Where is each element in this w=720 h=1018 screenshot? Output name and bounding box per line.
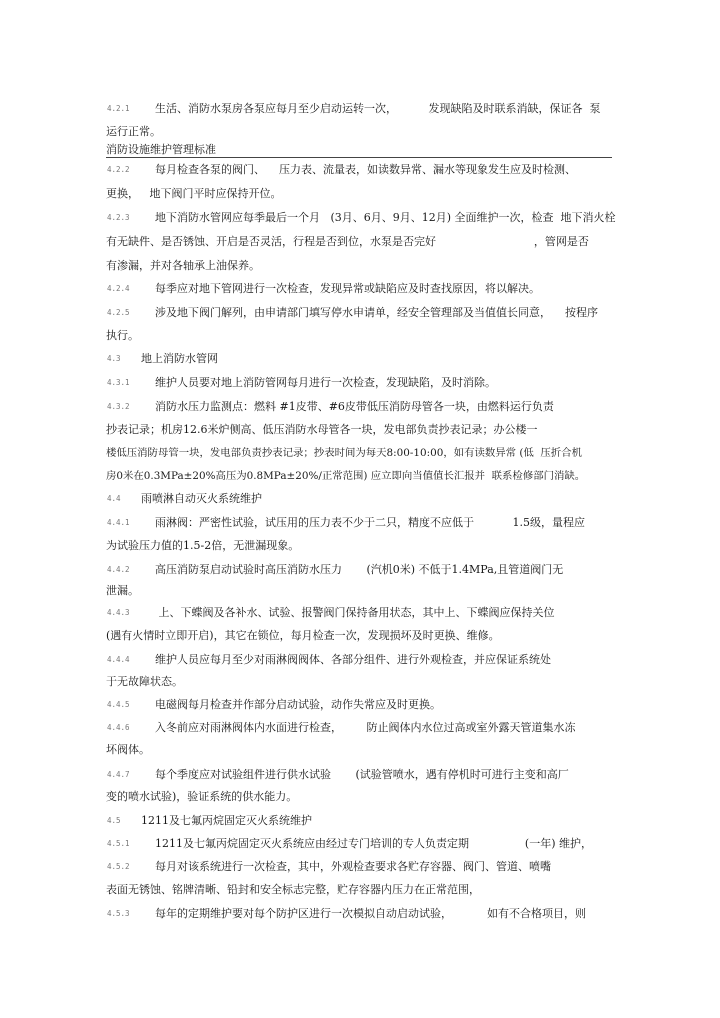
clause-number: 4.4.2 <box>107 565 130 574</box>
paragraph-line: 房0米在0.3MPa±20%高压为0.8MPa±20%/正常范围) 应立即向当值值长汇报并 联系检修部门消缺。 <box>106 470 586 482</box>
paragraph-line: 每月检查各泵的阀门、 压力表、流量表，如读数异常、漏水等现象发生应及时检测、 <box>155 163 576 176</box>
paragraph-line: 入冬前应对雨淋阀体内水面进行检查， 防止阀体内水位过高或室外露天管道集水冻 <box>155 721 576 734</box>
paragraph-line: 上、下蝶阀及各补水、试验、报警阀门保持备用状态，其中上、下蝶阀应保持关位 <box>155 606 555 619</box>
paragraph-line: 涉及地下阀门解列，由申请部门填写停水申请单，经安全管理部及当值值长同意， 按程序 <box>155 306 598 319</box>
paragraph-line: 每月对该系统进行一次检查，其中，外观检查要求各贮存容器、阀门、管道、喷嘴 <box>155 860 551 873</box>
clause-number: 4.5 <box>107 816 121 825</box>
clause-number: 4.4.1 <box>107 518 130 527</box>
clause-number: 4.3.2 <box>107 402 130 411</box>
clause-number: 4.2.1 <box>107 104 130 113</box>
paragraph-line: 运行正常。 <box>106 125 161 138</box>
paragraph-line: 有渗漏，并对各轴承上油保养。 <box>106 259 260 272</box>
clause-number: 4.5.3 <box>107 909 130 918</box>
paragraph-line: 楼低压消防母管一块，发电部负责抄表记录；抄表时间为每天8:00-10:00，如有读数异常 (低 压折合机 <box>106 447 582 459</box>
clause-number: 4.3.1 <box>107 378 130 387</box>
paragraph-line: 坏阀体。 <box>106 743 150 756</box>
clause-number: 4.5.1 <box>107 839 130 848</box>
paragraph-line: 维护人员要对地上消防管网每月进行一次检查，发现缺陷，及时消除。 <box>155 376 496 389</box>
clause-number: 4.4 <box>107 494 121 503</box>
clause-number: 4.4.5 <box>107 700 130 709</box>
clause-number: 4.4.4 <box>107 655 130 664</box>
paragraph-line: 生活、消防水泵房各泵应每月至少启动运转一次， 发现缺陷及时联系消缺，保证各 泵 <box>155 102 601 115</box>
paragraph-line: 高压消防泵启动试验时高压消防水压力 (汽机0米) 不低于1.4MPa,且管道阀门无 <box>155 563 564 576</box>
paragraph-line: 消防水压力监测点：燃料 #1皮带、#6皮带低压消防母管各一块，由燃料运行负责 <box>155 400 554 413</box>
paragraph-line: 雨淋阀：严密性试验，试压用的压力表不少于二只，精度不应低于 1.5级，量程应 <box>155 516 585 529</box>
subsection-heading: 1211及七氟丙烷固定灭火系统维护 <box>141 814 312 827</box>
clause-number: 4.2.5 <box>107 308 130 317</box>
paragraph-line: 每季应对地下管网进行一次检查，发现异常或缺陷应及时查找原因，将以解决。 <box>155 282 540 295</box>
section-divider <box>106 157 612 158</box>
paragraph-line: 于无故障状态。 <box>106 675 183 688</box>
clause-number: 4.4.7 <box>107 770 130 779</box>
paragraph-line: 更换， 地下阀门平时应保持开位。 <box>106 187 282 200</box>
clause-number: 4.4.3 <box>107 608 130 617</box>
section-title: 消防设施维护管理标准 <box>106 143 216 156</box>
paragraph-line: 地下消防水管网应每季最后一个月 (3月、6月、9月、12月) 全面维护一次，检查 地下消火栓 <box>155 211 616 224</box>
clause-number: 4.2.4 <box>107 284 130 293</box>
paragraph-line: 1211及七氟丙烷固定灭火系统应由经过专门培训的专人负责定期 (一年) 维护， <box>155 837 593 850</box>
paragraph-line: 变的喷水试验)，验证系统的供水能力。 <box>106 790 298 803</box>
paragraph-line: 执行。 <box>106 329 139 342</box>
clause-number: 4.2.2 <box>107 165 130 174</box>
paragraph-line: 抄表记录；机房12.6米炉侧高、低压消防水母管各一块，发电部负责抄表记录；办公楼一 <box>106 423 538 436</box>
paragraph-line: 为试验压力值的1.5-2倍，无泄漏现象。 <box>106 539 300 552</box>
paragraph-line: 有无缺件、是否锈蚀、开启是否灵活，行程是否到位，水泵是否完好 ，管网是否 <box>106 235 589 248</box>
paragraph-line: 维护人员应每月至少对雨淋阀阀体、各部分组件、进行外观检查，并应保证系统处 <box>155 653 551 666</box>
clause-number: 4.3 <box>107 354 121 363</box>
paragraph-line: (遇有火情时立即开启)，其它在锁位，每月检查一次，发现损坏及时更换、维修。 <box>106 629 500 642</box>
paragraph-line: 每个季度应对试验组件进行供水试验 (试验管喷水，遇有停机时可进行主变和高厂 <box>155 768 569 781</box>
paragraph-line: 泄漏。 <box>106 584 139 597</box>
subsection-heading: 地上消防水管网 <box>141 352 218 365</box>
subsection-heading: 雨喷淋自动灭火系统维护 <box>141 492 262 505</box>
paragraph-line: 电磁阀每月检查并作部分启动试验，动作失常应及时更换。 <box>155 698 441 711</box>
paragraph-line: 每年的定期维护要对每个防护区进行一次模拟自动启动试验， 如有不合格项目，则 <box>155 907 586 920</box>
paragraph-line: 表面无锈蚀、铭牌清晰、铅封和安全标志完整，贮存容器内压力在正常范围， <box>106 883 480 896</box>
clause-number: 4.5.2 <box>107 862 130 871</box>
clause-number: 4.2.3 <box>107 213 130 222</box>
clause-number: 4.4.6 <box>107 723 130 732</box>
